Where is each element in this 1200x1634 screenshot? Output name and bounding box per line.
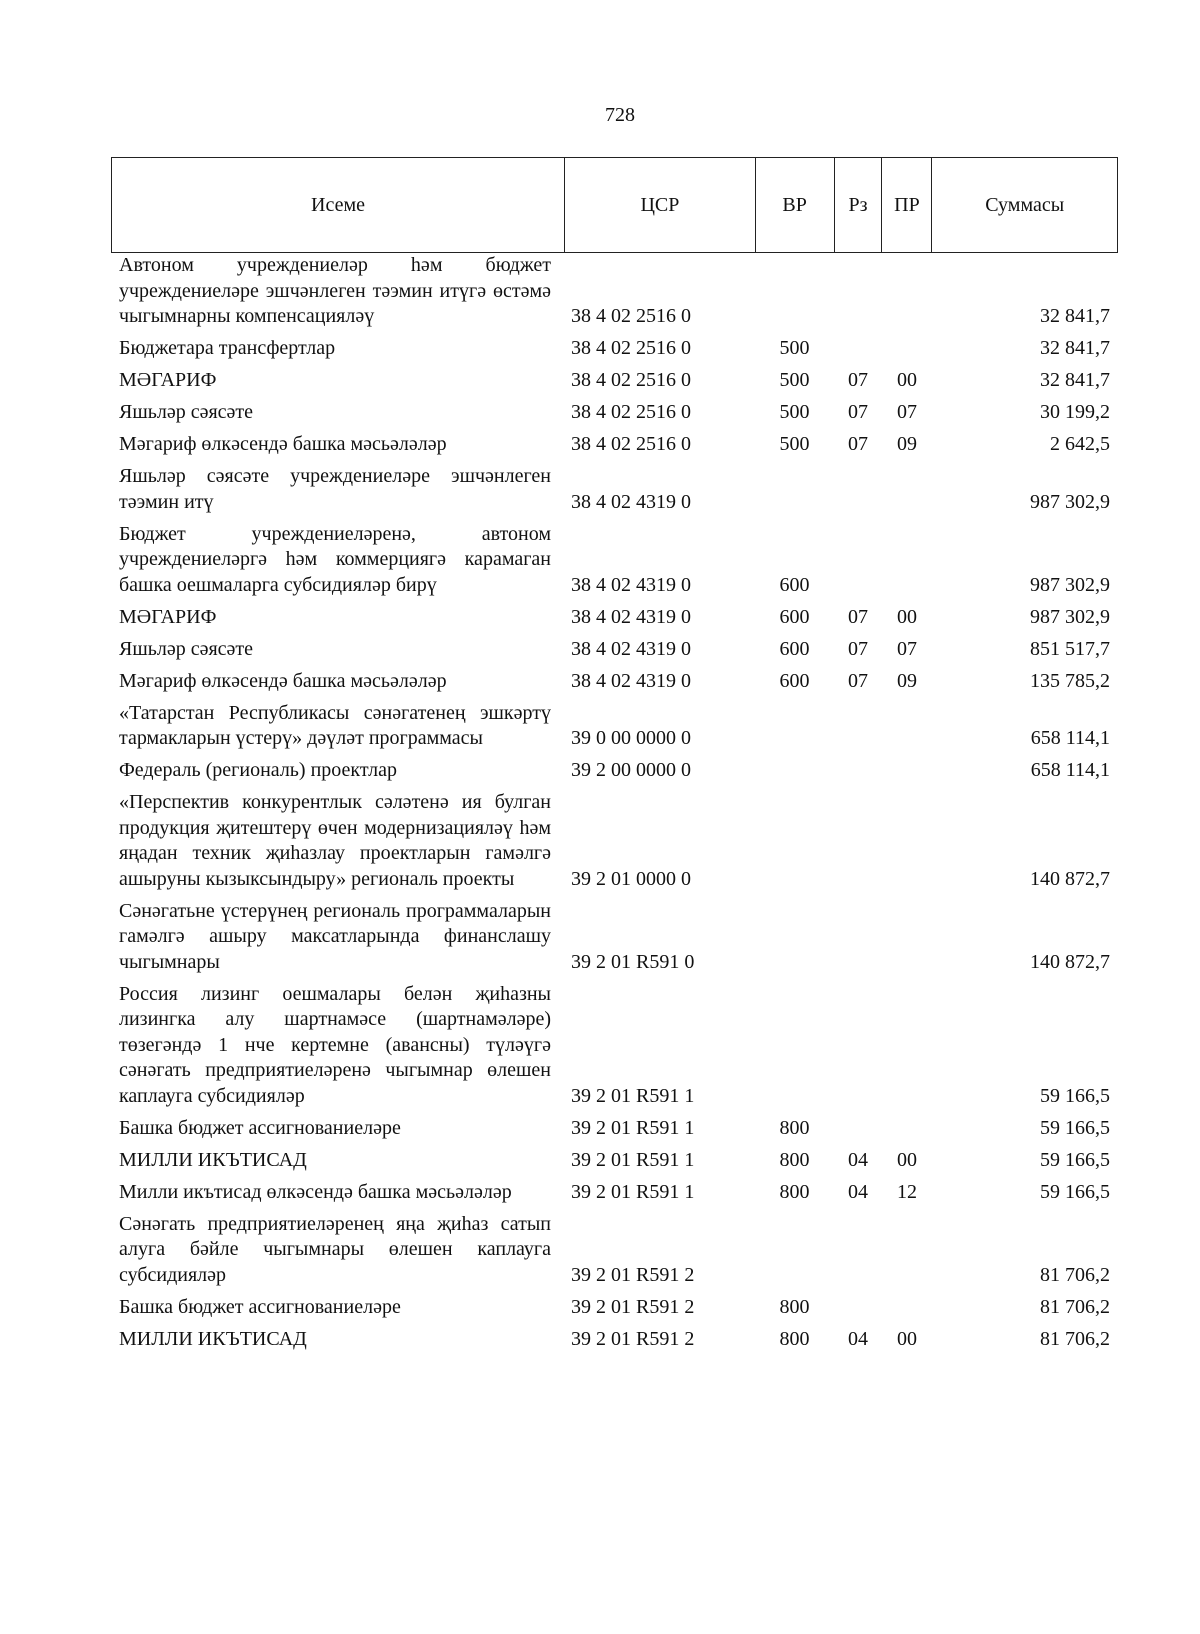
row-vr: 800	[779, 1148, 810, 1171]
table-row	[111, 899, 1118, 982]
row-name: Сәнәгатьне үстерүнең региональ программаларын гамәлгә ашыру максатларында финанслашу чыгымнары	[119, 899, 551, 973]
row-csr: 38 4 02 2516 0	[571, 305, 691, 327]
row-csr: 38 4 02 4319 0	[571, 605, 691, 628]
row-csr: 38 4 02 2516 0	[571, 401, 691, 423]
row-sum: 30 199,2	[1040, 401, 1110, 423]
row-name: Яшьләр сәясәте	[119, 637, 254, 660]
row-sum: 987 302,9	[1030, 605, 1110, 628]
row-name: Яшьләр сәясәте учреждениеләре эшчәнлеген тәэмин итү	[119, 465, 551, 513]
table-row	[111, 464, 1118, 522]
table-row	[111, 1148, 1118, 1180]
row-vr: 800	[779, 1180, 810, 1203]
row-name: «Перспектив конкурентлык сәләтенә ия булган продукция җитештерү өчен модернизацияләү һәм яңадан техник җиһазлау проектларын гамәлгә ашыруны кызыксындыру» региональ проекты	[119, 791, 551, 890]
row-pr: 07	[897, 637, 917, 660]
table-row	[111, 790, 1118, 899]
row-rz: 04	[848, 1327, 868, 1350]
row-sum: 32 841,7	[1040, 369, 1110, 391]
row-csr: 39 2 01 R591 2	[571, 1327, 695, 1350]
row-csr: 38 4 02 2516 0	[571, 369, 691, 391]
table-row	[111, 758, 1118, 790]
row-rz: 07	[848, 433, 868, 455]
table-row	[111, 701, 1118, 759]
row-name: Мәгариф өлкәсендә башка мәсьәләләр	[119, 433, 447, 455]
table-row	[111, 637, 1118, 669]
table-row	[111, 1180, 1118, 1212]
row-vr: 600	[779, 637, 810, 660]
row-sum: 851 517,7	[1030, 637, 1110, 660]
row-sum: 81 706,2	[1040, 1295, 1110, 1318]
row-vr: 500	[779, 337, 810, 359]
row-rz: 07	[848, 605, 868, 628]
row-csr: 38 4 02 2516 0	[571, 337, 691, 359]
row-sum: 140 872,7	[1030, 867, 1110, 890]
row-csr: 39 2 01 R591 2	[571, 1295, 695, 1318]
row-name: Федераль (региональ) проектлар	[119, 759, 397, 781]
table-row	[111, 432, 1118, 464]
header-name: Исеме	[311, 193, 366, 216]
row-csr: 39 2 00 0000 0	[571, 759, 691, 781]
header-rz: Рз	[834, 158, 882, 252]
row-vr: 800	[779, 1295, 810, 1318]
table-row	[111, 1295, 1118, 1327]
row-sum: 987 302,9	[1030, 573, 1110, 596]
row-sum: 59 166,5	[1040, 1148, 1110, 1171]
row-name: Башка бюджет ассигнованиеләре	[119, 1116, 401, 1139]
table-row	[111, 400, 1118, 432]
row-pr: 07	[897, 401, 917, 423]
row-name: Мәгариф өлкәсендә башка мәсьәләләр	[119, 669, 447, 692]
table-row	[111, 1327, 1118, 1359]
row-pr: 09	[897, 433, 917, 455]
table-row	[111, 1116, 1118, 1148]
page-number: 728	[605, 104, 635, 126]
row-sum: 59 166,5	[1040, 1180, 1110, 1203]
row-sum: 59 166,5	[1040, 1084, 1110, 1107]
row-rz: 07	[848, 369, 868, 391]
row-vr: 500	[779, 401, 810, 423]
row-sum: 987 302,9	[1030, 490, 1110, 513]
table-row	[111, 368, 1118, 400]
row-rz: 07	[848, 669, 868, 692]
row-csr: 39 2 01 R591 1	[571, 1148, 695, 1171]
row-csr: 38 4 02 2516 0	[571, 433, 691, 455]
row-csr: 38 4 02 4319 0	[571, 637, 691, 660]
row-rz: 07	[848, 637, 868, 660]
row-sum: 81 706,2	[1040, 1327, 1110, 1350]
row-name: Яшьләр сәясәте	[119, 401, 254, 423]
row-vr: 600	[779, 573, 810, 596]
row-pr: 09	[897, 669, 917, 692]
row-pr: 12	[897, 1180, 917, 1203]
row-vr: 600	[779, 605, 810, 628]
row-sum: 658 114,1	[1030, 727, 1110, 749]
header-sum: Суммасы	[931, 158, 1117, 252]
table-row	[111, 982, 1118, 1116]
row-sum: 2 642,5	[1050, 433, 1110, 455]
row-name: Башка бюджет ассигнованиеләре	[119, 1295, 401, 1318]
header-csr: ЦСР	[564, 158, 755, 252]
row-rz: 04	[848, 1148, 868, 1171]
row-name: Милли икътисад өлкәсендә башка мәсьәләләр	[119, 1180, 512, 1203]
row-pr: 00	[897, 605, 917, 628]
row-pr: 00	[897, 369, 917, 391]
row-name: Автоном учреждениеләр һәм бюджет учреждениеләре эшчәнлеген тәэмин итүгә өстәмә чыгымнарны компенсацияләү	[119, 254, 551, 327]
row-sum: 81 706,2	[1040, 1263, 1110, 1286]
row-vr: 500	[779, 369, 810, 391]
row-vr: 800	[779, 1327, 810, 1350]
row-name: МИЛЛИ ИКЪТИСАД	[119, 1327, 307, 1350]
row-name: Бюджет учреждениеләренә, автоном учреждениеләргә һәм коммерциягә карамаган башка оешмаларга субсидияләр бирү	[119, 522, 551, 596]
row-csr: 38 4 02 4319 0	[571, 573, 691, 596]
row-vr: 800	[779, 1116, 810, 1139]
header-vr: ВР	[755, 158, 834, 252]
row-name: МИЛЛИ ИКЪТИСАД	[119, 1148, 307, 1171]
table-row	[111, 669, 1118, 701]
row-name: МӘГАРИФ	[119, 605, 217, 628]
row-rz: 07	[848, 401, 868, 423]
table-row	[111, 522, 1118, 605]
table-row	[111, 253, 1118, 336]
table-row	[111, 336, 1118, 368]
row-pr: 00	[897, 1327, 917, 1350]
row-csr: 39 2 01 R591 1	[571, 1084, 695, 1107]
table-body	[111, 253, 1118, 1359]
header-pr: ПР	[881, 158, 931, 252]
row-name: МӘГАРИФ	[119, 369, 217, 391]
row-csr: 39 2 01 R591 0	[571, 950, 695, 973]
row-sum: 135 785,2	[1030, 669, 1110, 692]
row-name: Россия лизинг оешмалары белән җиһазны лизингка алу шартнамәсе (шартнамәләре) төзегәндә 1 нче кертемне (авансны) түләүгә сәнәгать предприятиеләренә чыгымнар өлешен каплауга субсидияләр	[119, 982, 551, 1107]
row-sum: 140 872,7	[1030, 950, 1110, 973]
row-csr: 38 4 02 4319 0	[571, 490, 691, 513]
row-name: «Татарстан Республикасы сәнәгатенең эшкәртү тармакларын үстерү» дәүләт программасы	[119, 701, 551, 749]
row-name: Сәнәгать предприятиеләренең яңа җиһаз сатып алуга бәйле чыгымнары өлешен каплауга субсидияләр	[119, 1212, 551, 1286]
row-name: Бюджетара трансфертлар	[119, 337, 336, 359]
row-csr: 39 2 01 R591 1	[571, 1116, 695, 1139]
row-csr: 39 2 01 0000 0	[571, 867, 691, 890]
row-sum: 59 166,5	[1040, 1116, 1110, 1139]
row-csr: 39 2 01 R591 2	[571, 1263, 695, 1286]
row-vr: 500	[779, 433, 810, 455]
row-csr: 39 0 00 0000 0	[571, 727, 691, 749]
row-sum: 32 841,7	[1040, 305, 1110, 327]
row-sum: 658 114,1	[1030, 759, 1110, 781]
row-rz: 04	[848, 1180, 868, 1203]
row-sum: 32 841,7	[1040, 337, 1110, 359]
table-row	[111, 605, 1118, 637]
table-header	[111, 157, 1118, 253]
row-csr: 39 2 01 R591 1	[571, 1180, 695, 1203]
table-row	[111, 1212, 1118, 1295]
row-vr: 600	[779, 669, 810, 692]
row-pr: 00	[897, 1148, 917, 1171]
row-csr: 38 4 02 4319 0	[571, 669, 691, 692]
